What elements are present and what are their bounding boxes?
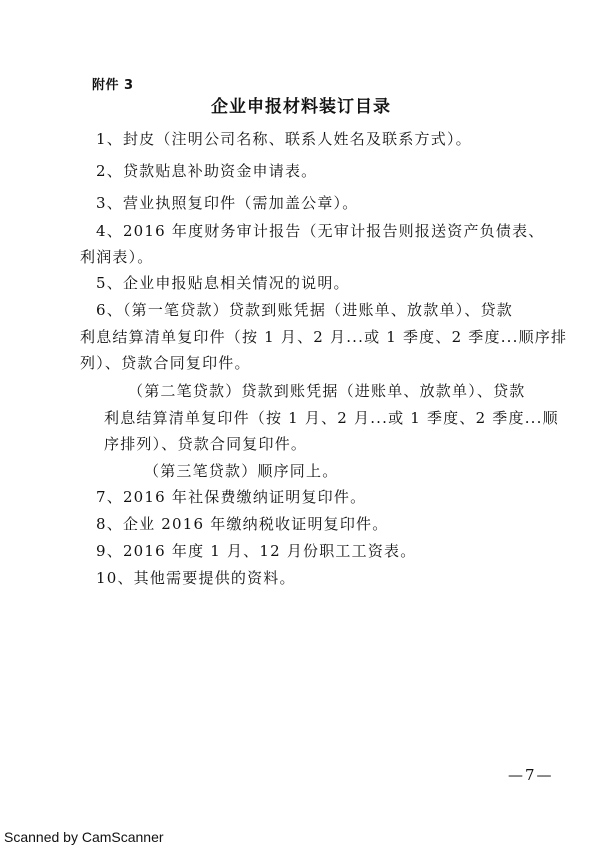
list-item: 1、封皮（注明公司名称、联系人姓名及联系方式）。 [96,130,472,148]
page-number: —7— [508,766,554,784]
attachment-label: 附件 3 [92,78,134,93]
list-item: 7、2016 年社保费缴纳证明复印件。 [96,488,367,506]
list-item-continuation: 列）、贷款合同复印件。 [80,354,251,372]
list-item: 5、企业申报贴息相关情况的说明。 [96,274,350,292]
list-item: 3、营业执照复印件（需加盖公章）。 [96,194,359,212]
list-item: 4、2016 年度财务审计报告（无审计报告则报送资产负债表、 [96,222,545,240]
list-item-continuation: 利息结算清单复印件（按 1 月、2 月...或 1 季度、2 季度...顺 [104,409,559,427]
list-item: 6、（第一笔贷款）贷款到账凭据（进账单、放款单）、贷款 [96,301,513,319]
list-item: 9、2016 年度 1 月、12 月份职工工资表。 [96,542,417,560]
list-item-continuation: 利息结算清单复印件（按 1 月、2 月...或 1 季度、2 季度...顺序排 [80,328,568,346]
list-item: 10、其他需要提供的资料。 [96,569,296,587]
list-item-continuation: 序排列）、贷款合同复印件。 [104,435,308,453]
list-item: （第三笔贷款）顺序同上。 [144,462,339,480]
document-title: 企业申报材料装订目录 [211,97,391,117]
list-item-continuation: 利润表）。 [80,248,154,266]
scanner-watermark: Scanned by CamScanner [4,829,164,845]
list-item: 2、贷款贴息补助资金申请表。 [96,162,318,180]
list-item: （第二笔贷款）贷款到账凭据（进账单、放款单）、贷款 [128,382,526,400]
list-item: 8、企业 2016 年缴纳税收证明复印件。 [96,515,389,533]
